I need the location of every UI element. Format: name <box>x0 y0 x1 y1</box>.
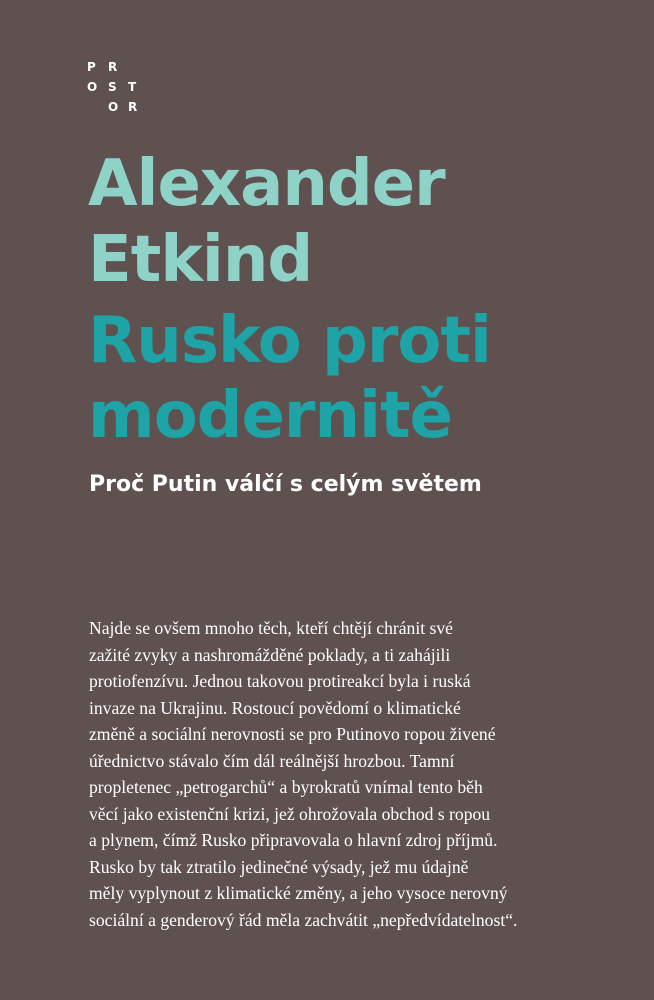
publisher-logo <box>87 57 147 117</box>
blurb-line: změně a sociální nerovnosti se pro Putinovo ropou živené <box>89 724 496 744</box>
blurb-line: zažité zvyky a nashromážděné poklady, a ti zahájili <box>89 644 451 665</box>
book-title-line-2: modernitě <box>88 379 452 453</box>
author-name <box>88 146 445 298</box>
author-last-name: Etkind <box>88 223 313 297</box>
publisher-logo-letter: R <box>108 60 118 74</box>
publisher-logo-letter: P <box>87 60 96 74</box>
blurb-text <box>89 615 579 933</box>
book-title-line-1: Rusko proti <box>88 304 491 378</box>
book-subtitle: Proč Putin válčí s celým světem <box>89 472 482 497</box>
blurb-line: úřednictvo stávalo čím dál reálnější hrozbou. Tamní <box>89 750 455 771</box>
blurb-line: sociální a genderový řád měla zachvátit „nepředvídatelnost“. <box>89 909 518 930</box>
author-first-name: Alexander <box>88 147 445 221</box>
publisher-logo-letter: O <box>108 100 119 114</box>
blurb-line: měly vyplynout z klimatické změny, a jeho vysoce nerovný <box>89 883 508 903</box>
publisher-logo-letter: S <box>108 80 117 94</box>
book-title <box>88 304 491 454</box>
publisher-logo-row-3 <box>87 97 147 117</box>
publisher-logo-letter: R <box>128 100 138 114</box>
blurb-line: a plynem, čímž Rusko připravovala o hlavní zdroj příjmů. <box>89 830 498 850</box>
publisher-logo-letter: O <box>87 80 98 94</box>
blurb-line: Rusko by tak ztratilo jedinečné výsady, jež mu údajně <box>89 856 469 877</box>
publisher-logo-letter: T <box>128 80 137 94</box>
blurb-line: Najde se ovšem mnoho těch, kteří chtějí chránit své <box>89 618 453 638</box>
blurb-line: propletenec „petrogarchů“ a byrokratů vnímal tento běh <box>89 777 483 797</box>
blurb-line: protiofenzívu. Jednou takovou protireakcí byla i ruská <box>89 671 471 691</box>
blurb-line: věcí jako existenční krizi, jež ohrožovala obchod s ropou <box>89 803 491 824</box>
blurb-line: invaze na Ukrajinu. Rostoucí povědomí o klimatické <box>89 697 461 718</box>
publisher-logo-row-1 <box>87 57 147 77</box>
publisher-logo-row-2 <box>87 77 147 97</box>
